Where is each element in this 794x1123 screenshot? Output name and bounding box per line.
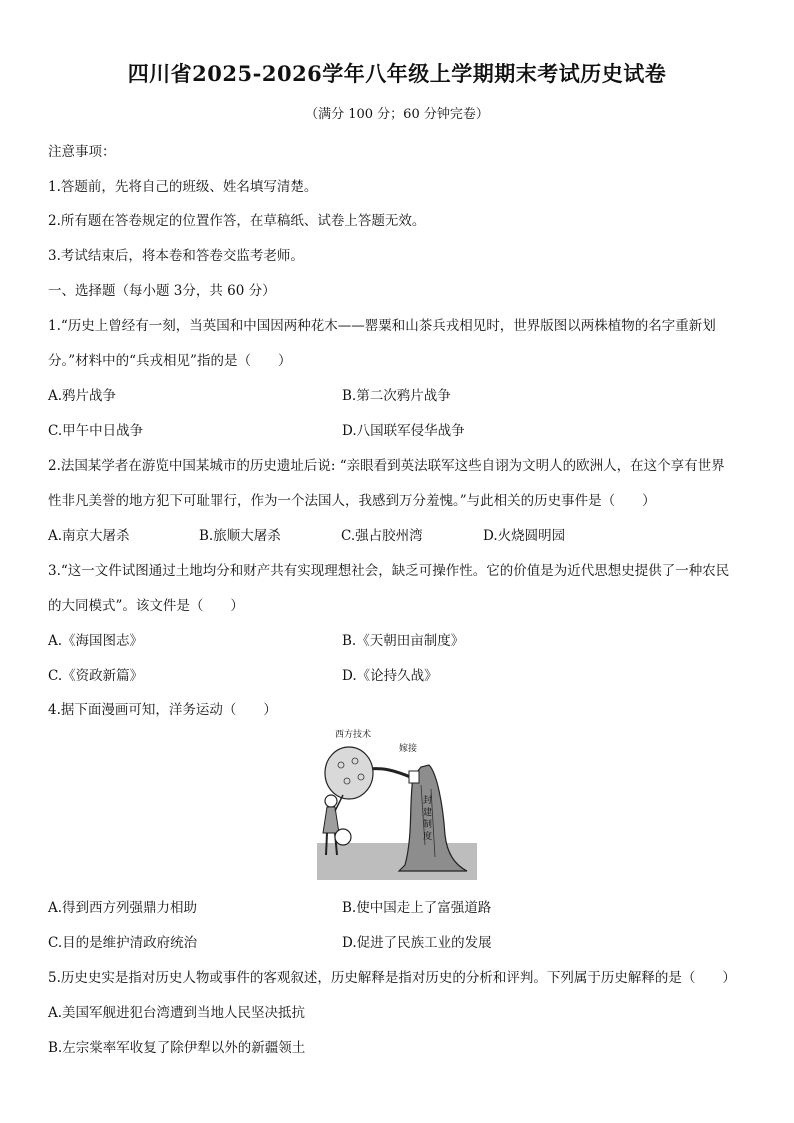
- basket: [335, 829, 351, 845]
- question-2-text: 性非凡美誉的地方犯下可耻罪行，作为一个法国人，我感到万分羞愧。”与此相关的历史事件是（ ）: [48, 493, 656, 509]
- question-2-option-b: B.旅顺大屠杀: [199, 528, 281, 544]
- question-2-option-a: A.南京大屠杀: [48, 528, 130, 544]
- exam-title: 四川省2025-2026学年八年级上学期期末考试历史试卷: [127, 61, 667, 86]
- question-3-text: 3.“这一文件试图通过土地均分和财产共有实现理想社会，缺乏可操作性。它的价值是为近代思想史提供了一种农民: [48, 563, 730, 579]
- question-4-option-c: C.目的是维护清政府统治: [48, 935, 198, 951]
- question-1-option-b: B.第二次鸦片战争: [342, 388, 451, 404]
- person-body: [323, 807, 339, 833]
- question-4-option-b: B.使中国走上了富强道路: [342, 900, 492, 916]
- question-3-option-c: C.《资政新篇》: [48, 668, 144, 684]
- trunk-label-char: 度: [423, 832, 433, 842]
- question-1-option-d: D.八国联军侵华战争: [342, 423, 465, 439]
- cartoon-illustration: [317, 725, 477, 880]
- question-4-option-d: D.促进了民族工业的发展: [342, 935, 492, 951]
- question-1-text: 分。”材料中的“兵戎相见”指的是（ ）: [48, 353, 292, 369]
- person-head: [325, 795, 337, 807]
- cartoon-label-graft: 嫁接: [399, 744, 418, 754]
- notes-heading: 注意事项：: [48, 144, 116, 160]
- note-item: 1.答题前，先将自己的班级、姓名填写清楚。: [48, 179, 318, 195]
- trunk-label-char: 建: [423, 808, 433, 818]
- trunk-label-char: 封: [423, 796, 433, 806]
- question-2-option-c: C.强占胶州湾: [341, 528, 423, 544]
- note-item: 3.考试结束后，将本卷和答卷交监考老师。: [48, 248, 304, 264]
- question-3-option-b: B.《天朝田亩制度》: [342, 633, 465, 649]
- note-item: 2.所有题在答卷规定的位置作答，在草稿纸、试卷上答题无效。: [48, 213, 426, 229]
- cartoon-label-west: 西方技术: [335, 730, 372, 740]
- question-4-text: 4.据下面漫画可知，洋务运动（ ）: [48, 702, 277, 718]
- question-3-option-a: A.《海国图志》: [48, 633, 144, 649]
- question-2-text: 2.法国某学者在游览中国某城市的历史遗址后说: “亲眼看到英法联军这些自诩为文明人的欧洲人，在这个享有世界: [48, 458, 725, 474]
- question-5-option-a: A.美国军舰进犯台湾遭到当地人民坚决抵抗: [48, 1005, 306, 1021]
- exam-subtitle: （满分 100 分；60 分钟完卷）: [305, 107, 489, 122]
- section-heading: 一、选择题（每小题 3分，共 60 分）: [48, 283, 276, 299]
- graft-binding: [409, 771, 419, 783]
- question-3-text: 的大同模式”。该文件是（ ）: [48, 598, 244, 614]
- question-4-option-a: A.得到西方列强鼎力相助: [48, 900, 198, 916]
- question-1-option-a: A.鸦片战争: [48, 388, 117, 404]
- trunk-label-char: 制: [423, 820, 433, 830]
- question-2-option-d: D.火烧圆明园: [483, 528, 566, 544]
- question-3-option-d: D.《论持久战》: [342, 668, 438, 684]
- tree-foliage: [325, 747, 373, 799]
- question-5-option-b: B.左宗棠率军收复了除伊犁以外的新疆领土: [48, 1040, 306, 1056]
- question-5-text: 5.历史史实是指对历史人物或事件的客观叙述，历史解释是指对历史的分析和评判。下列属于历史解释的是（ ）: [48, 970, 736, 986]
- question-1-text: 1.“历史上曾经有一刻，当英国和中国因两种花木——罂粟和山茶兵戎相见时，世界版图以两株植物的名字重新划: [48, 318, 716, 334]
- question-1-option-c: C.甲午中日战争: [48, 423, 144, 439]
